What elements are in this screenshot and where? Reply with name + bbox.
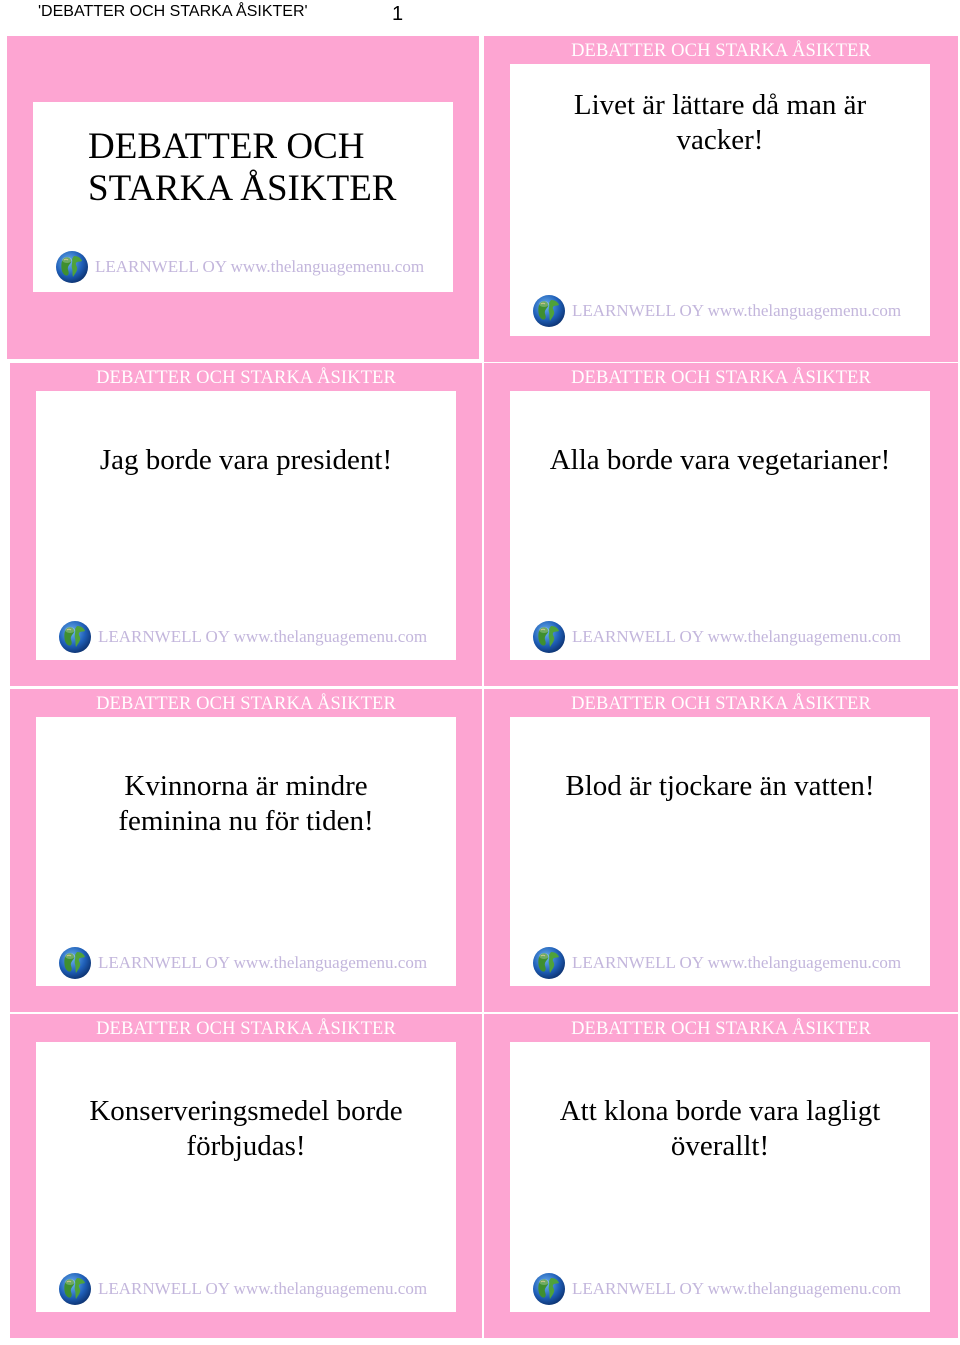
card-inner: [510, 1042, 930, 1312]
card-heading: DEBATTER OCH STARKA ÅSIKTER: [571, 41, 871, 61]
card-inner: [36, 717, 456, 986]
footer-brand: LEARNWELL OY www.thelanguagemenu.com: [572, 627, 902, 646]
document-title: 'DEBATTER OCH STARKA ÅSIKTER': [38, 3, 308, 20]
card-heading: DEBATTER OCH STARKA ÅSIKTER: [96, 368, 396, 388]
footer-brand: LEARNWELL OY www.thelanguagemenu.com: [572, 1279, 902, 1298]
card-statement: Kvinnorna är mindre feminina nu för tiden!: [118, 770, 374, 837]
globe-icon: [58, 1272, 92, 1306]
card-footer: [532, 619, 901, 655]
footer-brand: LEARNWELL OY www.thelanguagemenu.com: [95, 257, 425, 276]
globe-icon: [55, 250, 89, 284]
title-card: [7, 36, 479, 359]
card-footer: [58, 1271, 427, 1307]
card-statement: Jag borde vara president!: [99, 444, 393, 476]
globe-icon: [532, 294, 566, 328]
debate-card: [484, 1014, 958, 1338]
page-number: 1: [392, 3, 404, 25]
footer-brand: LEARNWELL OY www.thelanguagemenu.com: [572, 953, 902, 972]
card-heading: DEBATTER OCH STARKA ÅSIKTER: [571, 694, 871, 714]
globe-icon: [532, 1272, 566, 1306]
card-statement: Konserveringsmedel borde förbjudas!: [89, 1095, 403, 1162]
card-inner: [36, 1042, 456, 1312]
card-heading: DEBATTER OCH STARKA ÅSIKTER: [571, 368, 871, 388]
card-inner: [510, 391, 930, 660]
card-statement: Blod är tjockare än vatten!: [565, 770, 875, 802]
footer-brand: LEARNWELL OY www.thelanguagemenu.com: [572, 301, 902, 320]
footer-brand: LEARNWELL OY www.thelanguagemenu.com: [98, 953, 428, 972]
card-statement: DEBATTER OCH STARKA ÅSIKTER: [88, 126, 397, 209]
card-heading: DEBATTER OCH STARKA ÅSIKTER: [571, 1019, 871, 1039]
debate-card: [484, 36, 958, 362]
debate-card: [484, 689, 958, 1012]
debate-card: [10, 363, 482, 686]
card-inner: [33, 102, 453, 292]
globe-icon: [58, 946, 92, 980]
debate-card: [484, 363, 958, 686]
card-inner: [36, 391, 456, 660]
card-footer: [532, 945, 901, 981]
debate-card: [10, 689, 482, 1012]
card-statement: Att klona borde vara lagligt överallt!: [559, 1095, 881, 1162]
globe-icon: [532, 620, 566, 654]
card-footer: [58, 945, 427, 981]
globe-icon: [532, 946, 566, 980]
card-inner: [510, 717, 930, 986]
card-inner: [510, 64, 930, 336]
card-statement: Livet är lättare då man är vacker!: [573, 89, 867, 156]
card-heading: DEBATTER OCH STARKA ÅSIKTER: [96, 694, 396, 714]
debate-card: [10, 1014, 482, 1338]
card-footer: [58, 619, 427, 655]
card-footer: [532, 293, 901, 329]
card-footer: [532, 1271, 901, 1307]
footer-brand: LEARNWELL OY www.thelanguagemenu.com: [98, 627, 428, 646]
card-statement: Alla borde vara vegetarianer!: [549, 444, 891, 476]
globe-icon: [58, 620, 92, 654]
card-heading: DEBATTER OCH STARKA ÅSIKTER: [96, 1019, 396, 1039]
footer-brand: LEARNWELL OY www.thelanguagemenu.com: [98, 1279, 428, 1298]
card-footer: [55, 249, 424, 285]
